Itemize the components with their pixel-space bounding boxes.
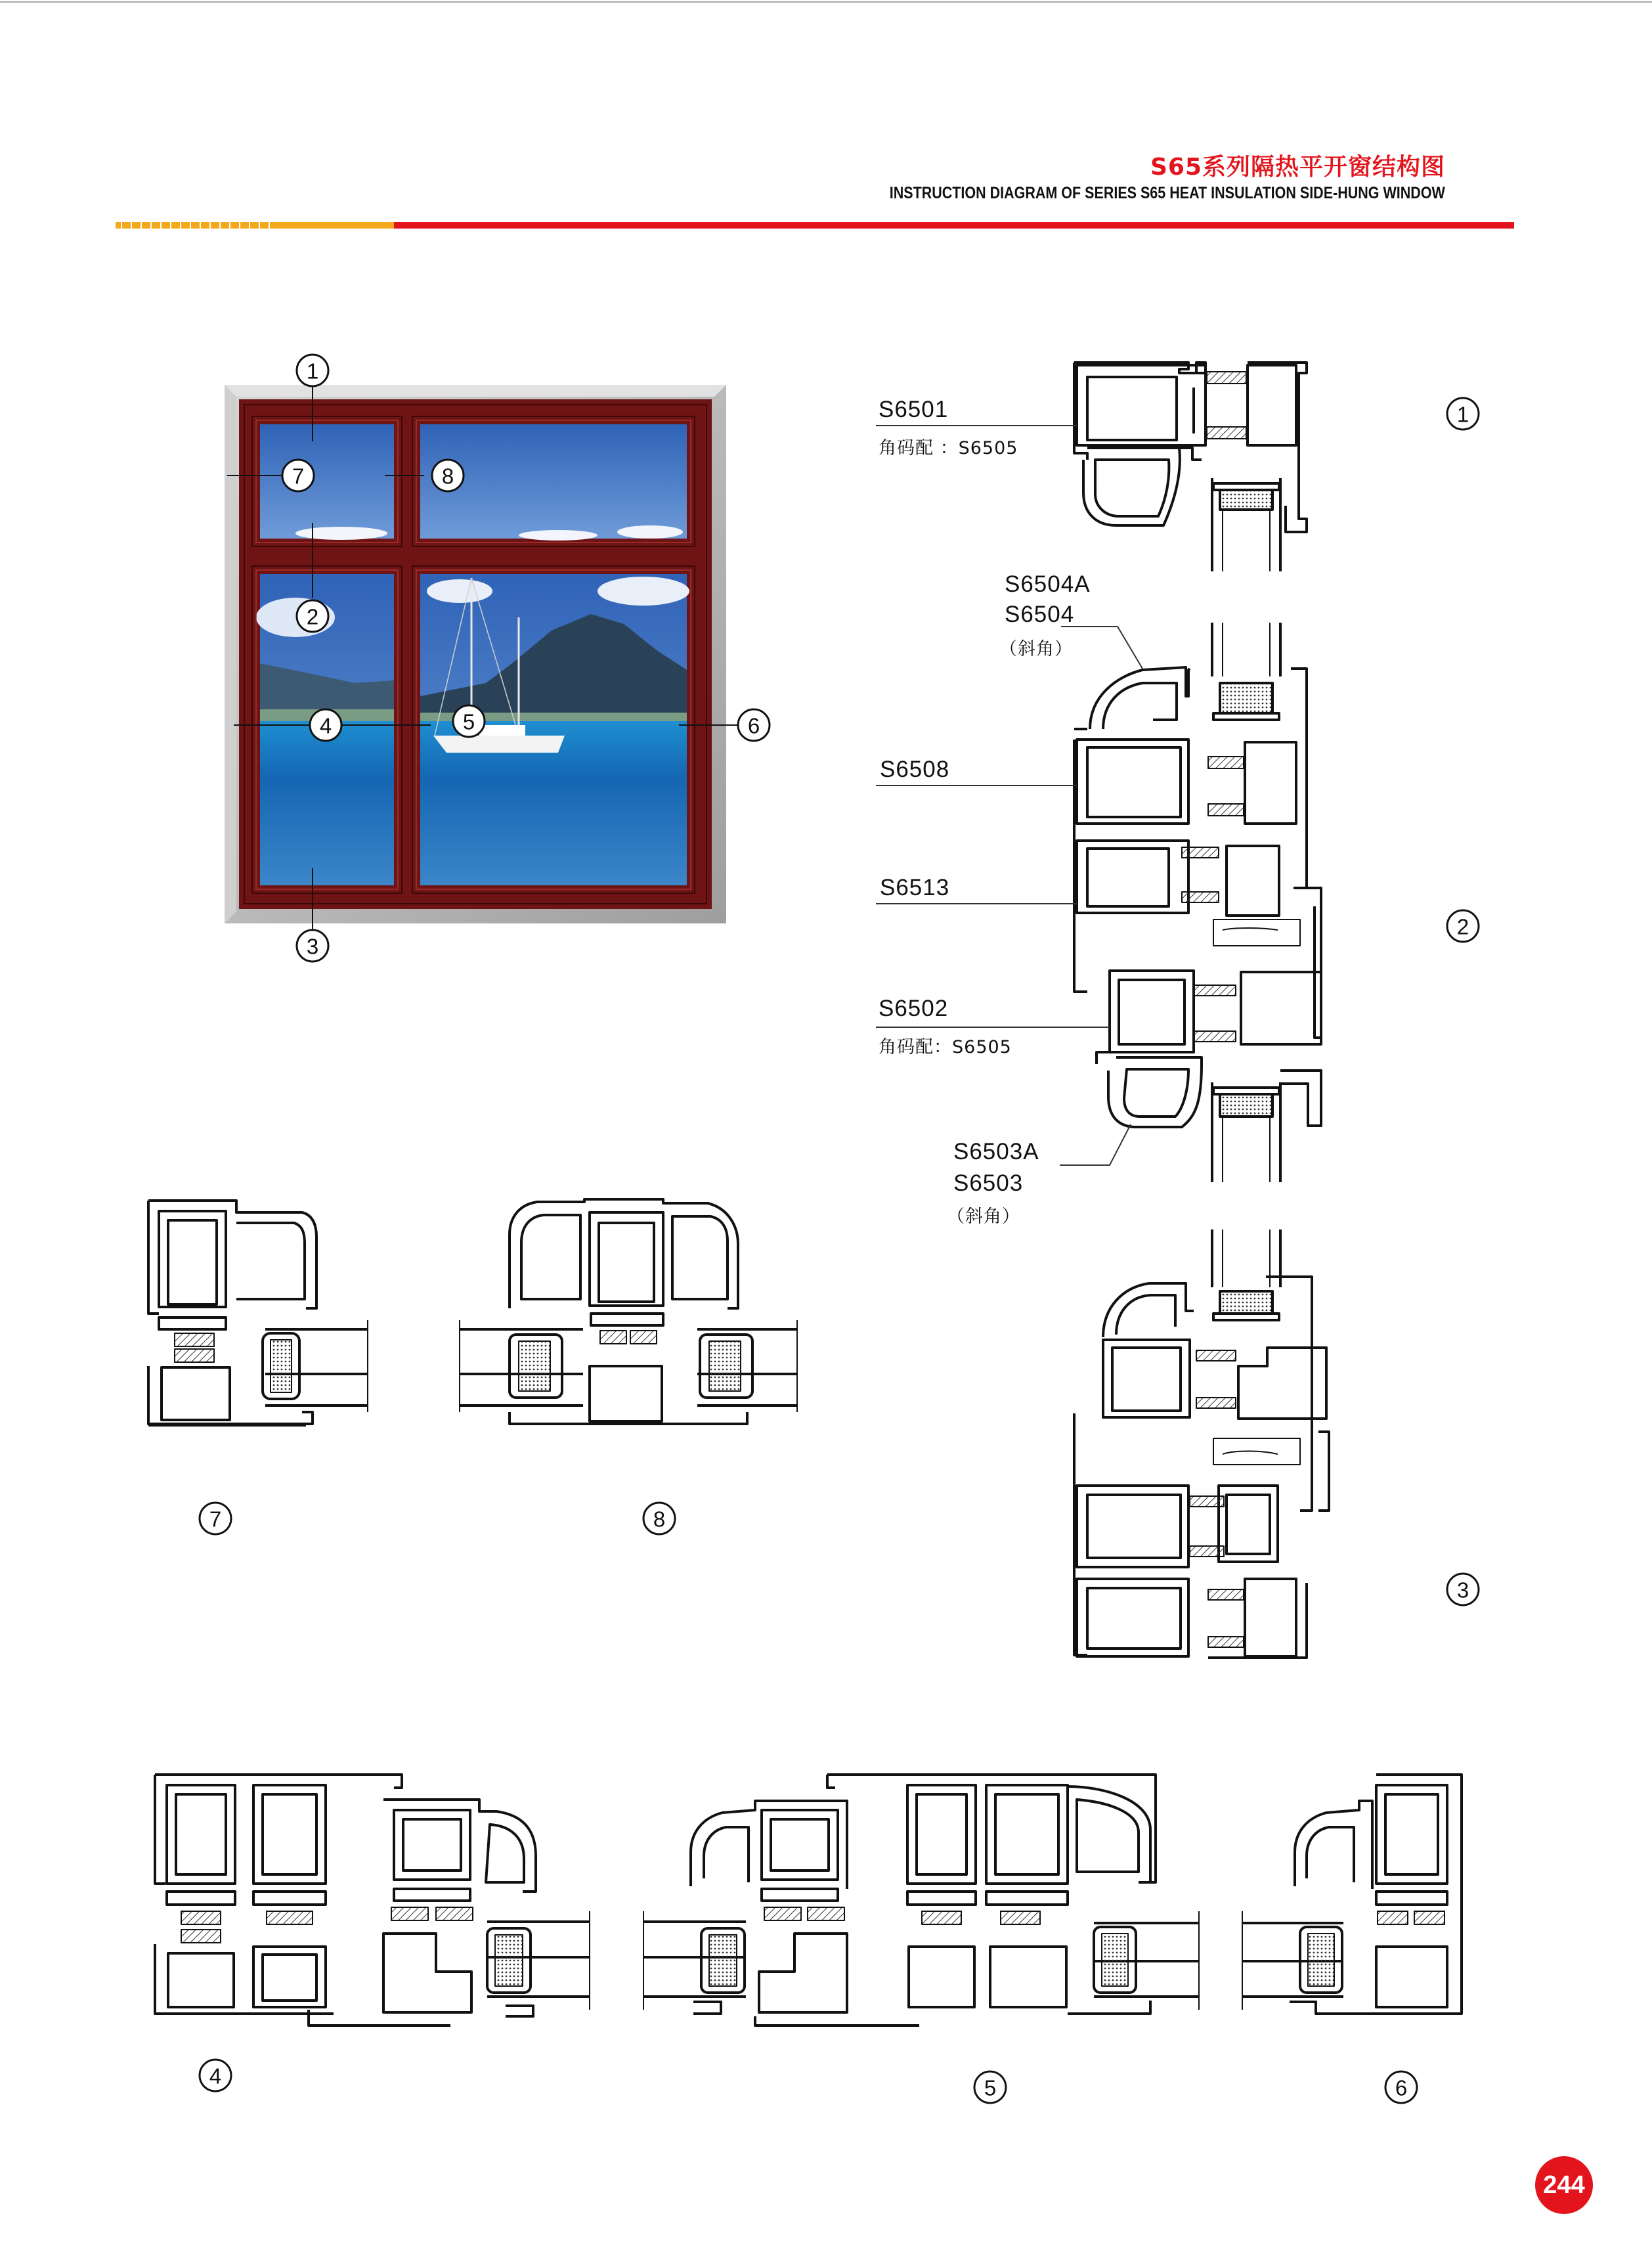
- marker-2-window: 2: [306, 604, 319, 629]
- section-1-head-drawing: [1074, 363, 1307, 571]
- label-s6502: S6502: [879, 996, 949, 1021]
- section-6-drawing: [1242, 1775, 1462, 2014]
- marker-5-section: 5: [984, 2075, 997, 2100]
- label-s6513: S6513: [880, 875, 950, 900]
- marker-6-window: 6: [747, 713, 760, 738]
- marker-7-section: 7: [209, 1507, 222, 1532]
- header-bars: [116, 222, 1514, 229]
- marker-1-window: 1: [306, 359, 319, 384]
- section-8-drawing: [460, 1199, 797, 1424]
- label-s6501-sub: 角码配 ：S6505: [879, 438, 1018, 458]
- marker-6-section: 6: [1395, 2075, 1408, 2100]
- page-subtitle: INSTRUCTION DIAGRAM OF SERIES S65 HEAT INSULATION SIDE-HUNG WINDOW: [889, 184, 1445, 202]
- label-s6503: S6503: [953, 1170, 1024, 1196]
- label-s6502-sub: 角码配：S6505: [879, 1037, 1012, 1057]
- section-4-drawing: [155, 1775, 590, 2026]
- label-s6504a: S6504A: [1005, 571, 1091, 597]
- marker-4-window: 4: [319, 713, 332, 738]
- section-2-transom-drawing: [1074, 623, 1321, 1182]
- marker-5-window: 5: [462, 709, 475, 734]
- marker-3-section: 3: [1456, 1578, 1469, 1603]
- marker-8-section: 8: [653, 1507, 666, 1532]
- label-s6503a: S6503A: [953, 1139, 1039, 1164]
- label-s6504: S6504: [1005, 602, 1075, 627]
- label-s6508: S6508: [880, 757, 950, 782]
- page-number-badge: 244: [1535, 2156, 1593, 2214]
- section-7-drawing: [148, 1201, 368, 1425]
- page-title: S65系列隔热平开窗结构图: [1150, 154, 1445, 181]
- section-5-drawing: [643, 1775, 1199, 2026]
- section-3-sill-drawing: [1074, 1229, 1329, 1658]
- marker-7-window: 7: [292, 464, 305, 489]
- marker-2-section: 2: [1456, 914, 1469, 939]
- marker-3-window: 3: [306, 934, 319, 959]
- label-s6503-sub: （斜角）: [947, 1206, 1020, 1227]
- glass-panes: [256, 424, 689, 885]
- marker-1-section: 1: [1456, 402, 1469, 427]
- marker-8-window: 8: [441, 464, 454, 489]
- label-s6501: S6501: [879, 397, 949, 422]
- marker-4-section: 4: [209, 2064, 222, 2089]
- label-s6504-sub: （斜角）: [999, 639, 1073, 659]
